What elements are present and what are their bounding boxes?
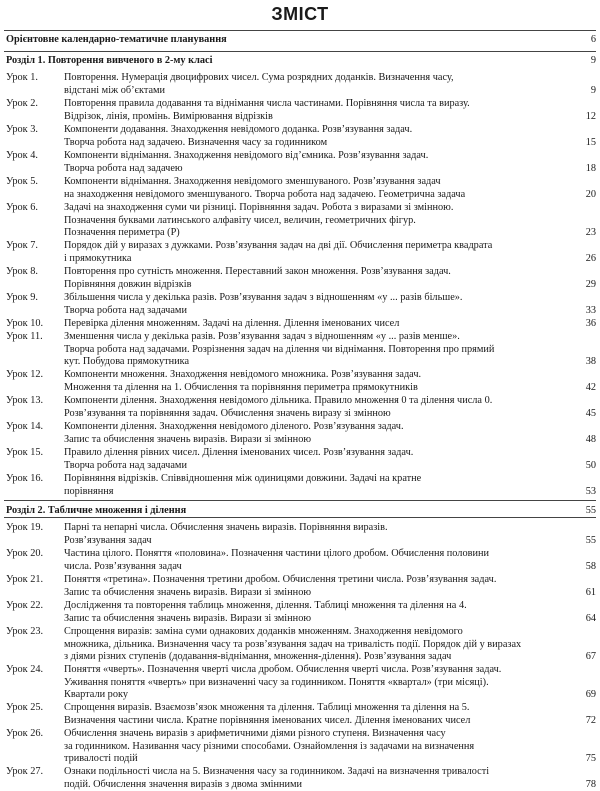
page-number: 64 — [585, 612, 596, 624]
page-number: 50 — [585, 459, 596, 471]
entry-line: Розв’язування задач — [64, 534, 152, 546]
page-number: 18 — [585, 162, 596, 174]
entry-line: кут. Побудова прямокутника — [64, 356, 190, 368]
entry-line: відстані між об’єктами — [64, 84, 166, 96]
page-number: 15 — [585, 136, 596, 148]
entry-text — [6, 505, 571, 518]
entry-line: Визначення частини числа. Кратне порівняння іменованих чисел. Ділення іменованих чисел — [64, 714, 471, 726]
entry-line: з діями різних ступенів (додавання-віднімання, множення-ділення). Розв’язування задач — [64, 651, 452, 663]
lesson-label: Урок 7. — [6, 240, 38, 251]
lesson-label: Урок 21. — [6, 574, 44, 585]
lesson-label: Урок 24. — [6, 664, 44, 675]
lesson-label: Урок 20. — [6, 548, 44, 559]
entry-text — [64, 98, 569, 123]
entry-line: Запис та обчислення значень виразів. Вирази зі змінною — [64, 612, 312, 624]
lesson-label: Урок 13. — [6, 395, 44, 406]
entry-line: Компоненти віднімання. Знаходження невідомого від’ємника. Розв’язування задач. — [64, 150, 429, 161]
lesson-label: Урок 25. — [6, 702, 44, 713]
entry-text — [64, 766, 569, 791]
entry-text — [64, 150, 569, 175]
lesson-label: Урок 10. — [6, 318, 44, 329]
entry-text — [64, 664, 569, 702]
entry-line: Повторення правила додавання та віднімання числа частинами. Порівняння числа та виразу. — [64, 98, 470, 109]
page-number: 26 — [585, 252, 596, 264]
entry-line: Орієнтовне календарно-тематичне планування — [6, 34, 227, 45]
entry-text — [64, 369, 569, 394]
entry-text — [64, 626, 569, 664]
entry-line: Поняття «чверть». Позначення чверті числа дробом. Обчислення чверті числа. Розв’язування задач. — [64, 664, 502, 675]
page-number: 69 — [585, 689, 596, 701]
entry-text — [64, 202, 569, 240]
entry-line: Поняття «третина». Позначення третини дробом. Обчислення третини числа. Розв’язування задач. — [64, 574, 497, 585]
page-number: 53 — [585, 485, 596, 497]
entry-line: Творча робота над задачами — [64, 304, 187, 316]
lesson-label: Урок 16. — [6, 473, 44, 484]
entry-line: числа. Розв’язування задач — [64, 560, 182, 572]
entry-text — [64, 176, 569, 201]
entry-line: Компоненти ділення. Знаходження невідомого дільника. Правило множення 0 та ділення числа 0. — [64, 395, 493, 406]
entry-line: Компоненти ділення. Знаходження невідомого діленого. Розв’язування задач. — [64, 421, 404, 432]
entry-text — [64, 574, 569, 599]
entry-line: Творча робота над задачею — [64, 162, 183, 174]
lesson-label: Урок 19. — [6, 522, 44, 533]
page-number: 55 — [585, 534, 596, 546]
entry-line: Парні та непарні числа. Обчислення значень виразів. Порівняння виразів. — [64, 522, 388, 533]
entry-line: Задачі на знаходження суми чи різниці. Порівняння задач. Робота з виразами зі змінною. — [64, 202, 454, 213]
entry-line: Запис та обчислення значень виразів. Вирази зі змінною — [64, 433, 312, 445]
page-number: 6 — [590, 34, 596, 45]
divider-line — [4, 30, 596, 31]
page-number: 75 — [585, 753, 596, 765]
lesson-label: Урок 14. — [6, 421, 44, 432]
entry-line: Розділ 1. Повторення вивченого в 2-му класі — [6, 55, 213, 66]
entry-line: Компоненти додавання. Знаходження невідомого доданка. Розв’язування задач. — [64, 124, 413, 135]
entry-line: Розділ 2. Табличне множення і ділення — [6, 505, 187, 516]
entry-line: Збільшення числа у декілька разів. Розв’язування задач з відношенням «у ... разів більше». — [64, 292, 463, 303]
entry-line: подій. Обчислення значення виразів з двома змінними — [64, 778, 303, 790]
entry-line: за годинником. Називання часу різними способами. Ознайомлення із задачами на визначення — [64, 740, 475, 752]
entry-text — [64, 702, 569, 727]
entry-text — [64, 473, 569, 498]
page-number: 9 — [590, 55, 596, 66]
entry-line: Творча робота над задачами — [64, 459, 187, 471]
page-title: ЗМІСТ — [271, 4, 329, 24]
entry-text — [6, 55, 571, 68]
entry-text — [64, 548, 569, 573]
entry-text — [64, 728, 569, 766]
lesson-label: Урок 15. — [6, 447, 44, 458]
entry-line: Обчислення значень виразів з арифметичними діями різного ступеня. Визначення часу — [64, 728, 446, 739]
entry-line: Порівняння відрізків. Співвідношення між одиницями довжини. Задачі на кратне — [64, 473, 422, 484]
entry-line: множника, дільника. Визначення часу та розв’язування задач на тривалість події. Порядок дій у виразах — [64, 638, 522, 650]
divider-line — [4, 500, 596, 501]
entry-text — [64, 522, 569, 547]
lesson-label: Урок 3. — [6, 124, 38, 135]
page-number: 9 — [590, 84, 596, 96]
page-number: 78 — [585, 778, 596, 790]
entry-line: Відрізок, лінія, промінь. Вимірювання відрізків — [64, 110, 273, 122]
entry-line: Творча робота над задачею. Визначення часу за годинником — [64, 136, 328, 148]
entry-text — [64, 292, 569, 317]
entry-line: Запис та обчислення значень виразів. Вирази зі змінною — [64, 586, 312, 598]
entry-text — [64, 600, 569, 625]
entry-line: Ознаки подільності числа на 5. Визначення часу за годинником. Задачі на визначення тривалості — [64, 766, 490, 777]
lesson-label: Урок 5. — [6, 176, 38, 187]
entry-line: і прямокутника — [64, 252, 132, 264]
entry-line: Частина цілого. Поняття «половина». Позначення частини цілого дробом. Обчислення половини — [64, 548, 489, 559]
lesson-label: Урок 4. — [6, 150, 38, 161]
page-number: 72 — [585, 714, 596, 726]
entry-line: Позначення периметра (P) — [64, 227, 180, 239]
page-number: 12 — [585, 110, 596, 122]
page-number: 23 — [585, 227, 596, 239]
divider-line — [4, 51, 596, 52]
entry-text — [64, 447, 569, 472]
entry-text — [64, 72, 569, 97]
lesson-label: Урок 22. — [6, 600, 44, 611]
entry-line: Повторення про сутність множення. Переставний закон множення. Розв’язування задач. — [64, 266, 451, 277]
page-number: 36 — [585, 318, 596, 329]
entry-line: Компоненти множення. Знаходження невідомого множника. Розв’язування задач. — [64, 369, 422, 380]
entry-text — [64, 318, 569, 331]
entry-line: Творча робота над задачами. Розрізнення задач на ділення чи віднімання. Повторення про прямий — [64, 343, 495, 355]
entry-line: Порядок дій у виразах з дужками. Розв’язування задач на дві дії. Обчислення периметра квадрата — [64, 240, 493, 251]
lesson-label: Урок 26. — [6, 728, 44, 739]
entry-line: Зменшення числа у декілька разів. Розв’язування задач з відношенням «у ... разів менше». — [64, 331, 460, 342]
entry-text — [6, 34, 571, 47]
entry-line: Уживання поняття «чверть» при визначенні часу за годинником. Поняття «квартал» (три місяці). — [64, 676, 489, 688]
entry-line: на знаходження невідомого зменшуваного. Творча робота над задачею. Геометрична задача — [64, 188, 466, 200]
lesson-label: Урок 23. — [6, 626, 44, 637]
page-number: 58 — [585, 560, 596, 572]
entry-line: Квартали року — [64, 689, 128, 701]
page-number: 33 — [585, 304, 596, 316]
entry-line: Перевірка ділення множенням. Задачі на ділення. Ділення іменованих чисел — [64, 318, 400, 329]
entry-line: Повторення. Нумерація двоцифрових чисел. Сума розрядних доданків. Визначення часу, — [64, 72, 454, 83]
page-number: 42 — [585, 381, 596, 393]
page-number: 45 — [585, 407, 596, 419]
page-number: 61 — [585, 586, 596, 598]
page-number: 67 — [585, 651, 596, 663]
entry-line: Спрощення виразів. Взаємозв’язок множення та ділення. Таблиці множення та ділення на 5. — [64, 702, 470, 713]
entry-line: Позначення буквами латинського алфавіту чисел, величин, геометричних фігур. — [64, 214, 416, 226]
lesson-label: Урок 6. — [6, 202, 38, 213]
entry-text — [64, 395, 569, 420]
page-number: 20 — [585, 188, 596, 200]
entry-line: Порівняння довжин відрізків — [64, 278, 192, 290]
lesson-label: Урок 9. — [6, 292, 38, 303]
page-number: 38 — [585, 356, 596, 368]
entry-line: Дослідження та повторення таблиць множення, ділення. Таблиці множення та ділення на 4. — [64, 600, 467, 611]
lesson-label: Урок 1. — [6, 72, 38, 83]
entry-line: Розв’язування та порівняння задач. Обчислення значень виразу зі змінною — [64, 407, 391, 419]
page-number: 29 — [585, 278, 596, 290]
lesson-label: Урок 27. — [6, 766, 44, 777]
entry-text — [64, 421, 569, 446]
entry-line: Компоненти віднімання. Знаходження невідомого зменшуваного. Розв’язування задач — [64, 176, 441, 187]
entry-text — [64, 331, 569, 369]
entry-text — [64, 266, 569, 291]
lesson-label: Урок 8. — [6, 266, 38, 277]
entry-line: Правило ділення рівних чисел. Ділення іменованих чисел. Розв’язування задач. — [64, 447, 414, 458]
entry-text — [64, 240, 569, 265]
entry-line: Спрощення виразів: заміна суми однакових доданків множенням. Знаходження невідомого — [64, 626, 463, 637]
entry-line: Множення та ділення на 1. Обчислення та порівняння периметра прямокутників — [64, 381, 418, 393]
entry-line: тривалості подій — [64, 753, 138, 765]
page-number: 48 — [585, 433, 596, 445]
entry-text — [64, 124, 569, 149]
page-number: 55 — [585, 505, 596, 516]
entry-line: порівняння — [64, 485, 114, 497]
lesson-label: Урок 2. — [6, 98, 38, 109]
lesson-label: Урок 12. — [6, 369, 44, 380]
lesson-label: Урок 11. — [6, 331, 43, 342]
